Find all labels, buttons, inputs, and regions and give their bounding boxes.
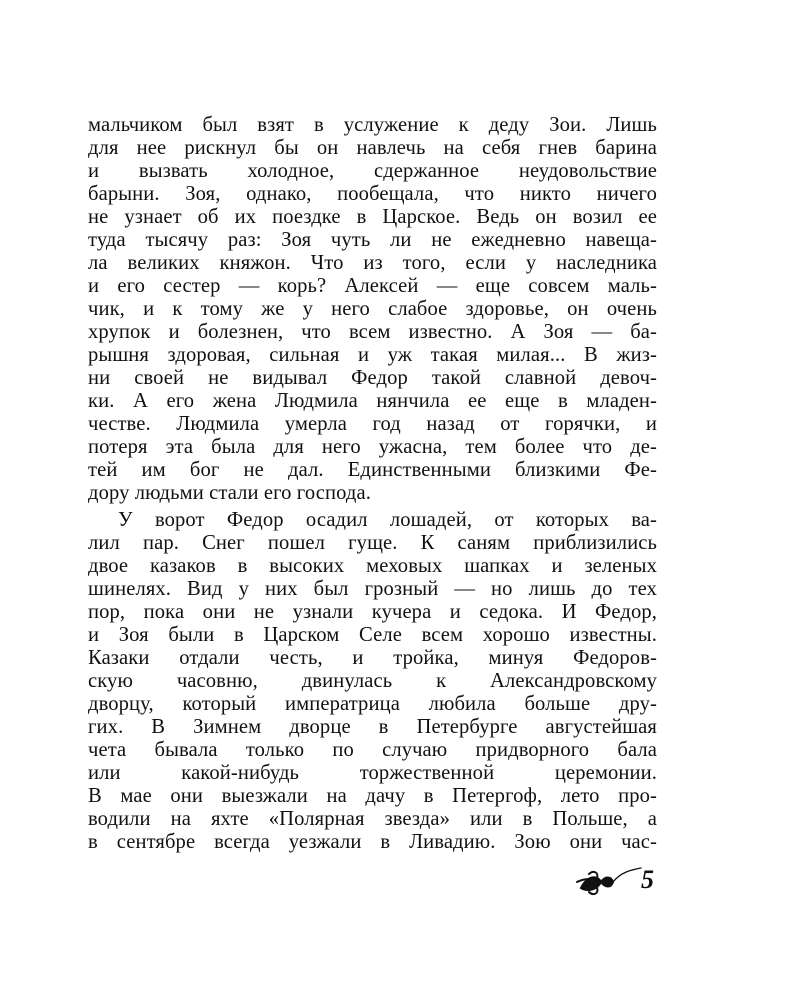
text-line: мальчиком был взят в услужение к деду Зои. Лишь bbox=[88, 114, 657, 136]
text-line: двое казаков в высоких меховых шапках и зеленых bbox=[88, 555, 657, 577]
text-line: шинелях. Вид у них был грозный — но лишь до тех bbox=[88, 578, 657, 600]
text-line: и Зоя были в Царском Селе всем хорошо известны. bbox=[88, 624, 657, 646]
text-line: ни своей не видывал Федор такой славной девоч- bbox=[88, 367, 657, 389]
text-line: У ворот Федор осадил лошадей, от которых ва- bbox=[118, 509, 657, 531]
text-line: чета бывала только по случаю придворного бала bbox=[88, 739, 657, 761]
floral-ornament-icon bbox=[575, 866, 645, 896]
text-line: барыни. Зоя, однако, пообещала, что никто ничего bbox=[88, 183, 657, 205]
text-line: и его сестер — корь? Алексей — еще совсем маль- bbox=[88, 275, 657, 297]
text-line: или какой-нибудь торжественной церемонии. bbox=[88, 762, 657, 784]
text-line: честве. Людмила умерла год назад от горячки, и bbox=[88, 413, 657, 435]
text-line: чик, и к тому же у него слабое здоровье, он очень bbox=[88, 298, 657, 320]
text-line: В мае они выезжали на дачу в Петергоф, лето про- bbox=[88, 785, 657, 807]
text-line: лил пар. Снег пошел гуще. К саням приблизились bbox=[88, 532, 657, 554]
page-footer bbox=[575, 862, 665, 902]
text-line: потеря эта была для него ужасна, тем более что де- bbox=[88, 436, 657, 458]
page-number: 5 bbox=[641, 865, 654, 894]
text-line: дворцу, который императрица любила больше дру- bbox=[88, 693, 657, 715]
text-line: не узнает об их поездке в Царское. Ведь он возил ее bbox=[88, 206, 657, 228]
text-line: водили на яхте «Полярная звезда» или в Польше, а bbox=[88, 808, 657, 830]
text-line: туда тысячу раз: Зоя чуть ли не ежедневно навеща- bbox=[88, 229, 657, 251]
text-line: Казаки отдали честь, и тройка, минуя Федоров- bbox=[88, 647, 657, 669]
text-line: хрупок и болезнен, что всем известно. А Зоя — ба- bbox=[88, 321, 657, 343]
text-line: дору людьми стали его господа. bbox=[88, 482, 371, 504]
text-line: и вызвать холодное, сдержанное неудовольствие bbox=[88, 160, 657, 182]
text-line: в сентябре всегда уезжали в Ливадию. Зою они час- bbox=[88, 831, 657, 853]
text-line: ки. А его жена Людмила нянчила ее еще в младен- bbox=[88, 390, 657, 412]
text-line: рышня здоровая, сильная и уж такая милая... В жиз- bbox=[88, 344, 657, 366]
text-line: пор, пока они не узнали кучера и седока. И Федор, bbox=[88, 601, 657, 623]
text-line: для нее рискнул бы он навлечь на себя гнев барина bbox=[88, 137, 657, 159]
text-line: тей им бог не дал. Единственными близкими Фе- bbox=[88, 459, 657, 481]
text-line: гих. В Зимнем дворце в Петербурге августейшая bbox=[88, 716, 657, 738]
text-line: ла великих княжон. Что из того, если у наследника bbox=[88, 252, 657, 274]
text-line: скую часовню, двинулась к Александровскому bbox=[88, 670, 657, 692]
